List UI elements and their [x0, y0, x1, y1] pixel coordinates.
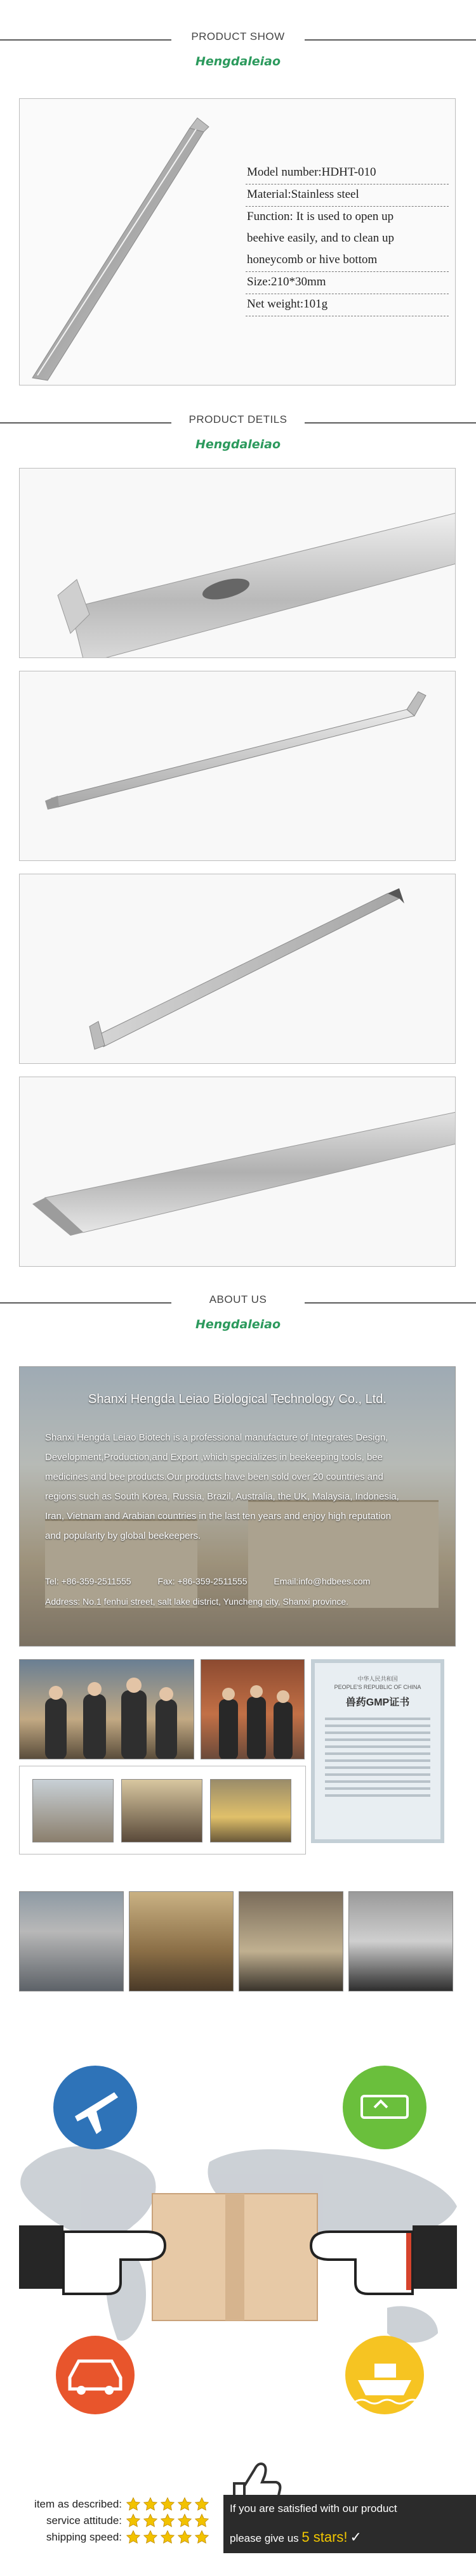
rating-row-service [6, 2513, 222, 2529]
spec-weight: Net weight:101g [246, 294, 449, 316]
section-title: PRODUCT SHOW [191, 30, 285, 42]
detail-photo-2 [19, 671, 456, 861]
spec-function-1: Function: It is used to open up [247, 210, 394, 223]
star-icon [143, 2497, 158, 2512]
spec-model: Model number:HDHT-010 [246, 162, 449, 184]
meeting-photo [239, 1891, 343, 1991]
exhibition-photo [201, 1659, 305, 1759]
spec-list [246, 162, 449, 316]
sleeve-right [413, 2225, 457, 2289]
hand-left-icon [63, 2232, 165, 2294]
section-title: PRODUCT DETILS [188, 413, 288, 425]
spec-material: Material:Stainless steel [246, 184, 449, 207]
contact-row [45, 1576, 439, 1586]
product-show-header [0, 30, 476, 107]
star-icon [194, 2513, 209, 2528]
five-star-request [223, 2495, 476, 2553]
company-info-panel [19, 1366, 456, 1647]
brand-logo: Hengdaleiao [195, 437, 281, 451]
divider-left [0, 39, 171, 41]
visitors-photo [348, 1891, 453, 1991]
rating-panel [6, 2496, 222, 2546]
cta-line-1: If you are satisfied with our product [230, 2502, 397, 2515]
rating-label: service attitude: [46, 2515, 122, 2527]
star-icon [143, 2530, 158, 2545]
sleeve-left [19, 2225, 63, 2289]
star-group [126, 2513, 211, 2528]
feedback-banner [0, 2469, 476, 2576]
section-title: ABOUT US [209, 1293, 267, 1305]
star-icon [160, 2530, 175, 2545]
star-icon [143, 2513, 158, 2528]
team-photo [19, 1659, 194, 1759]
spec-function-3: honeycomb or hive bottom [246, 250, 449, 272]
warehouse-photo [19, 1891, 124, 1991]
product-show-panel [19, 98, 456, 385]
world-map-graphic [0, 2042, 476, 2473]
spec-function-2: beehive easily, and to clean up [247, 231, 394, 245]
about-us-header [0, 1293, 476, 1369]
brand-logo: Hengdaleiao [195, 55, 281, 68]
workshop-photo [210, 1779, 291, 1842]
star-icon [160, 2497, 175, 2512]
star-icon [160, 2513, 175, 2528]
cta-line-2: please give us 5 stars! ✓ [230, 2529, 362, 2545]
check-icon: ✓ [350, 2529, 362, 2545]
detail-photo-1 [19, 468, 456, 658]
brand-logo: Hengdaleiao [195, 1317, 281, 1331]
five-stars-text: 5 stars! [301, 2529, 348, 2545]
company-description: Shanxi Hengda Leiao Biotech is a professional manufacture of Integrates Design, Development,Production,and Export ,which specializes in beekeeping tools, bee medicines and bee products.Our products have been sold over 20 countries and regions such as South Korea, Russia, Brazil, Australia, the UK, Malaysia, Indonesia, Iran, Vietnam and Arabian countries in the last ten years and enjoy high reputation and popularity by global beekeepers. [45, 1432, 399, 1541]
booth-photo [121, 1779, 202, 1842]
divider-left [0, 1302, 171, 1304]
fax-text: Fax: +86-359-2511555 [157, 1576, 248, 1586]
email-text: Email:info@hdbees.com [274, 1576, 371, 1586]
star-icon [194, 2497, 209, 2512]
spec-size: Size:210*30mm [246, 272, 449, 294]
land-shipping-icon [56, 2336, 135, 2414]
star-group [126, 2497, 211, 2512]
address-text: Address: No.1 fenhui street, salt lake district, Yuncheng city, Shanxi province. [45, 1596, 349, 1607]
rating-row-shipping [6, 2529, 222, 2546]
company-name: Shanxi Hengda Leiao Biological Technology Co., Ltd. [88, 1392, 387, 1406]
certificate-title: 兽药GMP证书 [345, 1697, 410, 1708]
rating-label: shipping speed: [46, 2531, 122, 2543]
star-icon [126, 2530, 141, 2545]
detail-photo-3 [19, 874, 456, 1064]
divider-right [305, 39, 476, 41]
gmp-certificate: 中华人民共和国 PEOPLE'S REPUBLIC OF CHINA 兽药GMP证书 [311, 1659, 444, 1843]
star-icon [177, 2513, 192, 2528]
detail-photo-4 [19, 1077, 456, 1267]
star-icon [177, 2497, 192, 2512]
divider-left [0, 422, 171, 424]
divider-right [305, 422, 476, 424]
divider-right [305, 1302, 476, 1304]
star-icon [194, 2530, 209, 2545]
star-icon [126, 2513, 141, 2528]
hand-right-icon [311, 2232, 413, 2294]
star-icon [126, 2497, 141, 2512]
rating-label: item as described: [34, 2498, 122, 2510]
factory-photo [32, 1779, 114, 1842]
star-icon [177, 2530, 192, 2545]
gallery-strip [19, 1766, 306, 1854]
showroom-photo [129, 1891, 234, 1991]
fast-delivery-icon [343, 2066, 426, 2149]
rating-row-item [6, 2496, 222, 2513]
tel-text: Tel: +86-359-2511555 [45, 1576, 131, 1586]
star-group [126, 2530, 211, 2545]
